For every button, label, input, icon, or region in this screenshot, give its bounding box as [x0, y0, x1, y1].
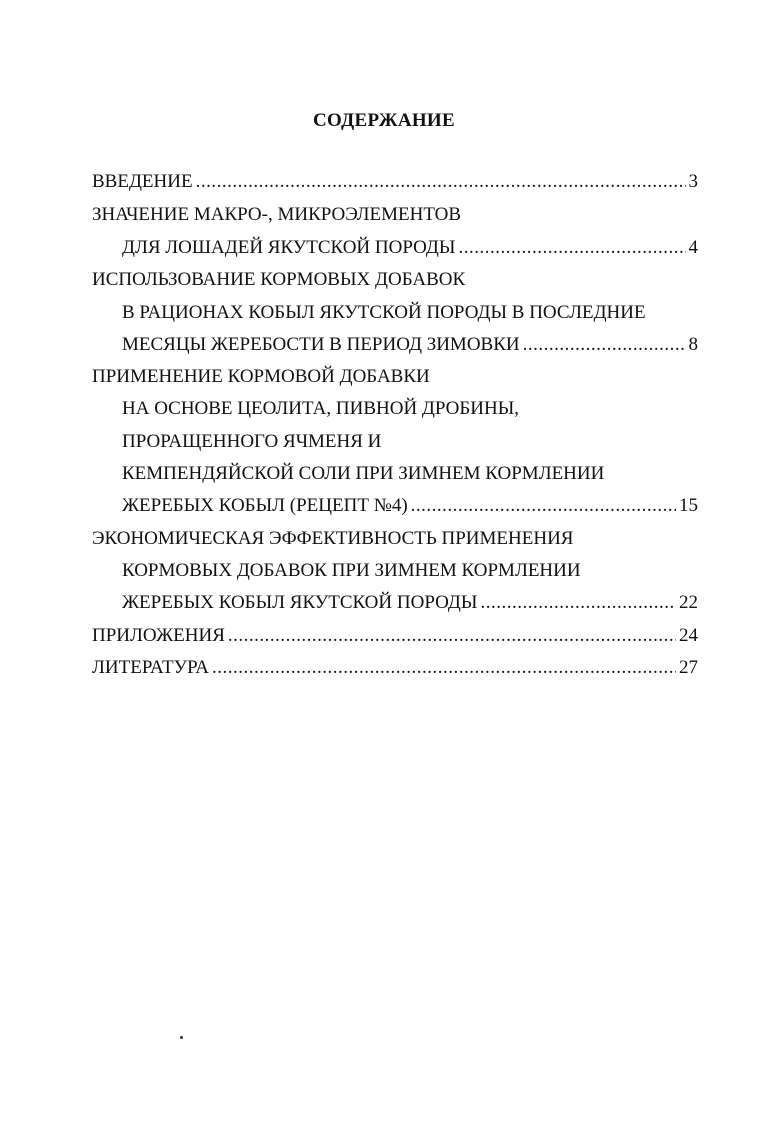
toc-entry-zeolite-additive-cont: [122, 430, 698, 454]
toc-entry-macro-microelements-cont: [122, 236, 698, 260]
toc-leader-dots: [196, 170, 686, 194]
toc-entry-text: НА ОСНОВЕ ЦЕОЛИТА, ПИВНОЙ ДРОБИНЫ,: [122, 398, 520, 419]
toc-entry-text: ПРОРАЩЕННОГО ЯЧМЕНЯ И: [122, 431, 382, 452]
toc-entry-text: ПРИМЕНЕНИЕ КОРМОВОЙ ДОБАВКИ: [92, 366, 430, 387]
toc-page-number: 3: [688, 171, 698, 192]
toc-entry-feed-additives-cont: [122, 301, 698, 325]
toc-entry-introduction: [92, 170, 698, 194]
toc-leader-dots: [480, 591, 676, 615]
toc-entry-text: МЕСЯЦЫ ЖЕРЕБОСТИ В ПЕРИОД ЗИМОВКИ: [122, 334, 520, 355]
toc-page-number: 15: [679, 495, 698, 516]
toc-entry-zeolite-additive: [92, 365, 698, 389]
toc-leader-dots: [228, 624, 676, 648]
toc-page-number: 4: [688, 237, 698, 258]
toc-leader-dots: [458, 236, 685, 260]
toc-entry-zeolite-additive-cont: [122, 494, 698, 518]
toc-entry-macro-microelements: [92, 203, 698, 227]
scan-speck: [180, 1036, 183, 1039]
toc-entry-text: ЭКОНОМИЧЕСКАЯ ЭФФЕКТИВНОСТЬ ПРИМЕНЕНИЯ: [92, 528, 574, 549]
page-title: СОДЕРЖАНИЕ: [313, 110, 455, 131]
toc-entry-economic-efficiency-cont: [122, 591, 698, 615]
toc-entry-text: В РАЦИОНАХ КОБЫЛ ЯКУТСКОЙ ПОРОДЫ В ПОСЛЕДНИЕ: [122, 302, 646, 323]
toc-page-number: 27: [679, 657, 698, 678]
toc-entry-feed-additives-cont: [122, 333, 698, 357]
toc-entry-economic-efficiency-cont: [122, 559, 698, 583]
toc-entry-literature: [92, 656, 698, 680]
toc-entry-economic-efficiency: [92, 527, 698, 551]
toc-entry-text: ЖЕРЕБЫХ КОБЫЛ ЯКУТСКОЙ ПОРОДЫ: [122, 592, 478, 613]
toc-entry-text: ПРИЛОЖЕНИЯ: [92, 625, 225, 646]
toc-entry-text: ЛИТЕРАТУРА: [92, 657, 209, 678]
toc-leader-dots: [212, 656, 676, 680]
toc-leader-dots: [523, 333, 686, 357]
toc-page-number: 8: [688, 334, 698, 355]
toc-entry-zeolite-additive-cont: [122, 462, 698, 486]
toc-entry-text: ВВЕДЕНИЕ: [92, 171, 193, 192]
toc-entry-zeolite-additive-cont: [122, 397, 698, 421]
toc-page-number: 22: [679, 592, 698, 613]
toc-page-number: 24: [679, 625, 698, 646]
toc-entry-text: ЖЕРЕБЫХ КОБЫЛ (РЕЦЕПТ №4): [122, 495, 408, 516]
toc-entry-text: КОРМОВЫХ ДОБАВОК ПРИ ЗИМНЕМ КОРМЛЕНИИ: [122, 560, 581, 581]
toc-entry-text: ИСПОЛЬЗОВАНИЕ КОРМОВЫХ ДОБАВОК: [92, 269, 466, 290]
toc-entry-text: ЗНАЧЕНИЕ МАКРО-, МИКРОЭЛЕМЕНТОВ: [92, 204, 462, 225]
toc-entry-appendices: [92, 624, 698, 648]
toc-entry-feed-additives: [92, 268, 698, 292]
toc-leader-dots: [411, 494, 676, 518]
toc-entry-text: ДЛЯ ЛОШАДЕЙ ЯКУТСКОЙ ПОРОДЫ: [122, 237, 456, 258]
toc-entry-text: КЕМПЕНДЯЙСКОЙ СОЛИ ПРИ ЗИМНЕМ КОРМЛЕНИИ: [122, 463, 605, 484]
